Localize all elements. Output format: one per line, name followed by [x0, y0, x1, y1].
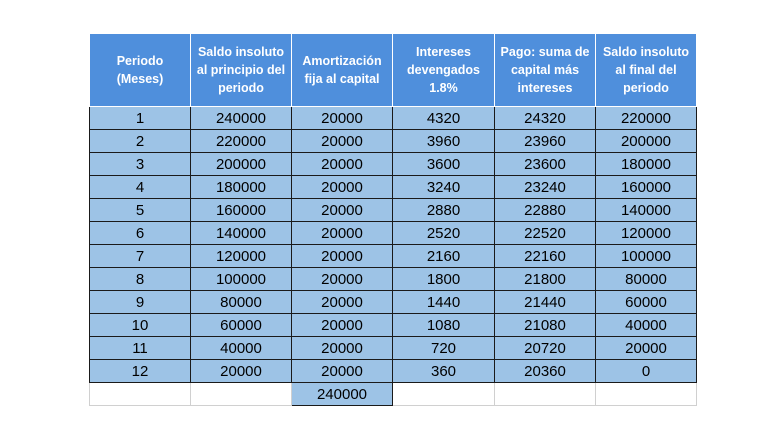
amortization-table	[89, 33, 697, 406]
table-row	[90, 199, 697, 222]
table-row	[90, 268, 697, 291]
cell-intereses[interactable]: 1800	[393, 268, 495, 291]
cell-saldo-inicial[interactable]: 220000	[191, 130, 292, 153]
table-row	[90, 291, 697, 314]
cell-saldo-final[interactable]: 200000	[596, 130, 697, 153]
cell-intereses[interactable]: 2160	[393, 245, 495, 268]
header-amortizacion: Amortización fija al capital	[292, 34, 393, 107]
cell-saldo-final[interactable]: 60000	[596, 291, 697, 314]
cell-saldo-inicial[interactable]: 180000	[191, 176, 292, 199]
cell-amortizacion[interactable]: 20000	[292, 291, 393, 314]
cell-intereses[interactable]: 1080	[393, 314, 495, 337]
cell-pago[interactable]: 21080	[495, 314, 596, 337]
empty-cell[interactable]	[495, 383, 596, 406]
header-pago: Pago: suma de capital más intereses	[495, 34, 596, 107]
cell-saldo-final[interactable]: 20000	[596, 337, 697, 360]
cell-periodo[interactable]: 12	[90, 360, 191, 383]
cell-pago[interactable]: 20360	[495, 360, 596, 383]
cell-saldo-final[interactable]: 140000	[596, 199, 697, 222]
cell-amortizacion[interactable]: 20000	[292, 222, 393, 245]
cell-pago[interactable]: 24320	[495, 107, 596, 130]
cell-saldo-final[interactable]: 180000	[596, 153, 697, 176]
cell-saldo-inicial[interactable]: 80000	[191, 291, 292, 314]
cell-amortizacion[interactable]: 20000	[292, 314, 393, 337]
cell-amortizacion[interactable]: 20000	[292, 130, 393, 153]
table-row	[90, 153, 697, 176]
cell-pago[interactable]: 22880	[495, 199, 596, 222]
cell-periodo[interactable]: 7	[90, 245, 191, 268]
cell-pago[interactable]: 21800	[495, 268, 596, 291]
table-row	[90, 337, 697, 360]
cell-pago[interactable]: 22520	[495, 222, 596, 245]
cell-intereses[interactable]: 2880	[393, 199, 495, 222]
cell-intereses[interactable]: 3600	[393, 153, 495, 176]
cell-amortizacion[interactable]: 20000	[292, 360, 393, 383]
cell-amortizacion[interactable]: 20000	[292, 199, 393, 222]
empty-cell[interactable]	[90, 383, 191, 406]
cell-amortizacion[interactable]: 20000	[292, 245, 393, 268]
cell-periodo[interactable]: 3	[90, 153, 191, 176]
cell-intereses[interactable]: 3240	[393, 176, 495, 199]
cell-pago[interactable]: 22160	[495, 245, 596, 268]
table-row	[90, 107, 697, 130]
table-row	[90, 130, 697, 153]
cell-pago[interactable]: 21440	[495, 291, 596, 314]
cell-amortizacion[interactable]: 20000	[292, 107, 393, 130]
empty-cell[interactable]	[191, 383, 292, 406]
cell-periodo[interactable]: 1	[90, 107, 191, 130]
header-periodo: Periodo (Meses)	[90, 34, 191, 107]
table-row	[90, 222, 697, 245]
table-row	[90, 176, 697, 199]
cell-amortizacion[interactable]: 20000	[292, 268, 393, 291]
cell-saldo-final[interactable]: 220000	[596, 107, 697, 130]
empty-cell[interactable]	[393, 383, 495, 406]
cell-periodo[interactable]: 8	[90, 268, 191, 291]
cell-intereses[interactable]: 720	[393, 337, 495, 360]
cell-periodo[interactable]: 5	[90, 199, 191, 222]
cell-periodo[interactable]: 10	[90, 314, 191, 337]
cell-saldo-final[interactable]: 160000	[596, 176, 697, 199]
cell-amortizacion[interactable]: 20000	[292, 337, 393, 360]
header-intereses: Intereses devengados 1.8%	[393, 34, 495, 107]
total-amortizacion[interactable]: 240000	[292, 383, 393, 406]
cell-intereses[interactable]: 4320	[393, 107, 495, 130]
cell-saldo-inicial[interactable]: 200000	[191, 153, 292, 176]
cell-saldo-inicial[interactable]: 120000	[191, 245, 292, 268]
cell-saldo-inicial[interactable]: 60000	[191, 314, 292, 337]
empty-cell[interactable]	[596, 383, 697, 406]
cell-saldo-inicial[interactable]: 140000	[191, 222, 292, 245]
table-row	[90, 360, 697, 383]
cell-intereses[interactable]: 2520	[393, 222, 495, 245]
cell-periodo[interactable]: 2	[90, 130, 191, 153]
cell-pago[interactable]: 20720	[495, 337, 596, 360]
table-row	[90, 314, 697, 337]
table-row	[90, 245, 697, 268]
header-row	[90, 34, 697, 107]
cell-saldo-final[interactable]: 120000	[596, 222, 697, 245]
cell-periodo[interactable]: 9	[90, 291, 191, 314]
cell-pago[interactable]: 23960	[495, 130, 596, 153]
cell-saldo-inicial[interactable]: 160000	[191, 199, 292, 222]
cell-pago[interactable]: 23600	[495, 153, 596, 176]
total-row	[90, 383, 697, 406]
cell-saldo-inicial[interactable]: 100000	[191, 268, 292, 291]
header-saldo-final: Saldo insoluto al final del periodo	[596, 34, 697, 107]
cell-intereses[interactable]: 3960	[393, 130, 495, 153]
cell-intereses[interactable]: 1440	[393, 291, 495, 314]
cell-amortizacion[interactable]: 20000	[292, 153, 393, 176]
cell-periodo[interactable]: 11	[90, 337, 191, 360]
cell-saldo-final[interactable]: 0	[596, 360, 697, 383]
cell-saldo-final[interactable]: 80000	[596, 268, 697, 291]
header-saldo-inicial: Saldo insoluto al principio del periodo	[191, 34, 292, 107]
cell-amortizacion[interactable]: 20000	[292, 176, 393, 199]
cell-saldo-final[interactable]: 40000	[596, 314, 697, 337]
cell-saldo-inicial[interactable]: 40000	[191, 337, 292, 360]
cell-intereses[interactable]: 360	[393, 360, 495, 383]
cell-saldo-inicial[interactable]: 20000	[191, 360, 292, 383]
cell-saldo-inicial[interactable]: 240000	[191, 107, 292, 130]
cell-pago[interactable]: 23240	[495, 176, 596, 199]
cell-periodo[interactable]: 4	[90, 176, 191, 199]
cell-periodo[interactable]: 6	[90, 222, 191, 245]
cell-saldo-final[interactable]: 100000	[596, 245, 697, 268]
